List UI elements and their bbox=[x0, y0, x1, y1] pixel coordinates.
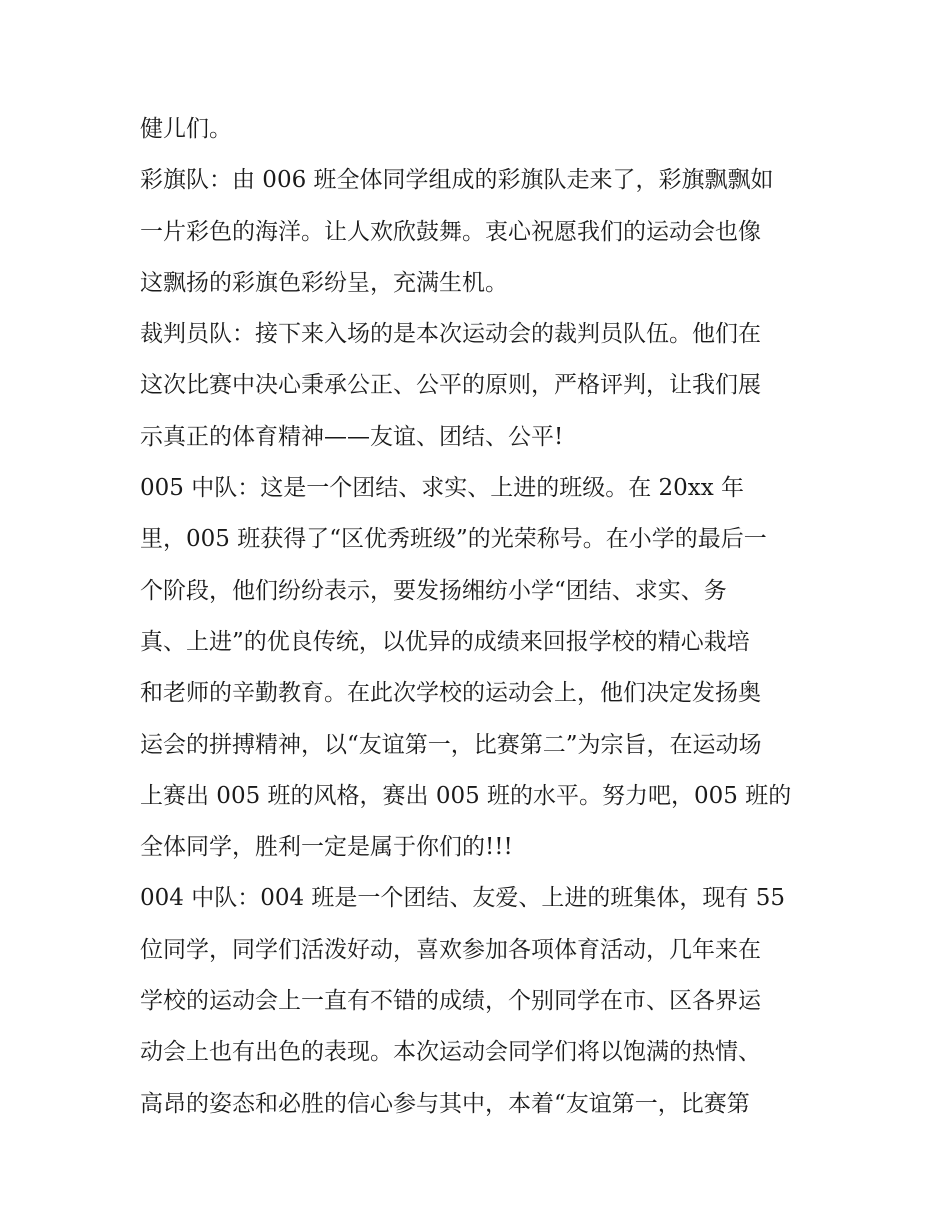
text-line: 这次比赛中决心秉承公正、公平的原则，严格评判，让我们展 bbox=[140, 372, 761, 399]
text-line: 彩旗队：由 006 班全体同学组成的彩旗队走来了，彩旗飘飘如 bbox=[140, 167, 774, 194]
text-line: 004 中队：004 班是一个团结、友爱、上进的班集体，现有 55 bbox=[140, 885, 785, 912]
text-line: 动会上也有出色的表现。本次运动会同学们将以饱满的热情、 bbox=[140, 1039, 761, 1066]
text-line: 裁判员队：接下来入场的是本次运动会的裁判员队伍。他们在 bbox=[140, 321, 761, 348]
text-line: 示真正的体育精神——友谊、团结、公平! bbox=[140, 423, 564, 450]
text-line: 健儿们。 bbox=[140, 116, 232, 142]
text-line: 个阶段，他们纷纷表示，要发扬缃纺小学“团结、求实、务 bbox=[140, 577, 727, 604]
text-line: 运会的拼搏精神，以“友谊第一，比赛第二”为宗旨，在运动场 bbox=[140, 731, 762, 758]
text-line: 高昂的姿态和必胜的信心参与其中，本着“友谊第一，比赛第 bbox=[140, 1090, 750, 1117]
text-line: 位同学，同学们活泼好动，喜欢参加各项体育活动，几年来在 bbox=[140, 936, 761, 963]
text-line: 全体同学，胜利一定是属于你们的!!! bbox=[140, 834, 513, 861]
text-line: 里，005 班获得了“区优秀班级”的光荣称号。在小学的最后一 bbox=[140, 526, 767, 553]
text-line: 这飘扬的彩旗色彩纷呈，充满生机。 bbox=[140, 269, 508, 296]
text-line: 上赛出 005 班的风格，赛出 005 班的水平。努力吧，005 班的 bbox=[140, 782, 792, 809]
text-line: 一片彩色的海洋。让人欢欣鼓舞。衷心祝愿我们的运动会也像 bbox=[140, 218, 761, 245]
text-line: 和老师的辛勤教育。在此次学校的运动会上，他们决定发扬奥 bbox=[140, 680, 761, 707]
document-body bbox=[140, 104, 812, 1130]
text-line: 学校的运动会上一直有不错的成绩，个别同学在市、区各界运 bbox=[140, 988, 761, 1015]
text-line: 005 中队：这是一个团结、求实、上进的班级。在 20xx 年 bbox=[140, 475, 745, 502]
text-line: 真、上进”的优良传统，以优异的成绩来回报学校的精心栽培 bbox=[140, 628, 750, 655]
